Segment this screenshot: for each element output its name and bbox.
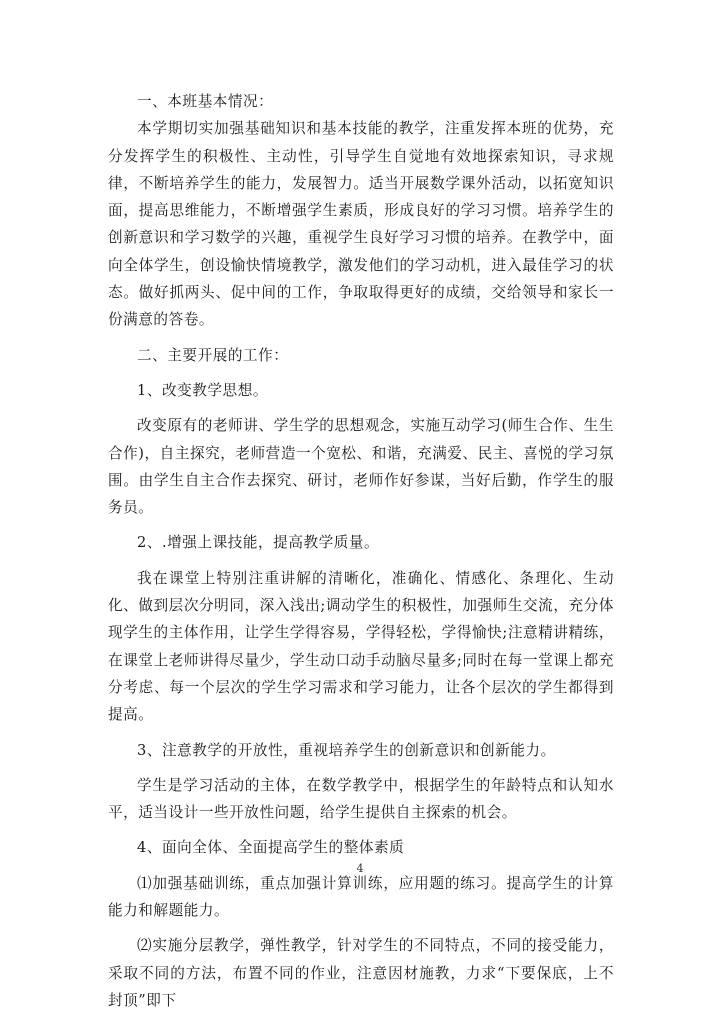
paragraph-open-teaching: 学生是学习活动的主体，在数学教学中，根据学生的年龄特点和认知水平，适当设计一些开放性问题，给学生提供自主探索的机会。 — [108, 776, 614, 822]
subheading-change-teaching-thought: 1、改变教学思想。 — [137, 381, 268, 399]
subheading-open-teaching: 3、注意教学的开放性，重视培养学生的创新意识和创新能力。 — [137, 741, 556, 759]
paragraph-basic-training: ⑴加强基础训练，重点加强计算训练，应用题的练习。提高学生的计算能力和解题能力。 — [108, 874, 614, 920]
paragraph-change-teaching-thought: 改变原有的老师讲、学生学的思想观念，实施互动学习(师生合作、生生合作)，自主探究，老师营造一个宽松、和谐，充满爱、民主、喜悦的学习氛围。由学生自主合作去探究、研讨，老师作好参谋，当好后勤，作学生的服务员。 — [108, 417, 614, 517]
paragraph-layered-teaching: ⑵实施分层教学，弹性教学，针对学生的不同特点，不同的接受能力，采取不同的方法，布置不同的作业，注意因材施教，力求“下要保底，上不封顶”即下 — [108, 937, 614, 1009]
subheading-improve-lesson-skills: 2、.增强上课技能，提高教学质量。 — [137, 534, 380, 552]
subheading-overall-quality: 4、面向全体、全面提高学生的整体素质 — [137, 839, 405, 857]
section-heading-basic-situation: 一、本班基本情况： — [137, 93, 274, 110]
section-heading-main-work: 二、主要开展的工作： — [137, 346, 289, 364]
paragraph-improve-lesson-skills: 我在课堂上特别注重讲解的清晰化，准确化、情感化、条理化、生动化、做到层次分明同，深入浅出;调动学生的积极性，加强师生交流，充分体现学生的主体作用，让学生学得容易，学得轻松，学得愉快;注意精讲精练，在课堂上老师讲得尽量少，学生动口动手动脑尽量多;同时在每一堂课上都充分考虑、每一个层次的学生学习需求和学习能力，让各个层次的学生都得到提高。 — [108, 569, 614, 724]
page-number: 4 — [356, 862, 364, 875]
paragraph-basic-situation: 本学期切实加强基础知识和基本技能的教学，注重发挥本班的优势，充分发挥学生的积极性、主动性，引导学生自觉地有效地探索知识，寻求规律，不断培养学生的能力，发展智力。适当开展数学课外活动，以拓宽知识面，提高思维能力，不断增强学生素质，形成良好的学习习惯。培养学生的创新意识和学习数学的兴趣，重视学生良好学习习惯的培养。在教学中，面向全体学生，创设愉快情境教学，激发他们的学习动机，进入最佳学习的状态。做好抓两头、促中间的工作，争取取得更好的成绩，交给领导和家长一份满意的答卷。 — [108, 120, 614, 329]
document-body — [108, 88, 614, 1014]
